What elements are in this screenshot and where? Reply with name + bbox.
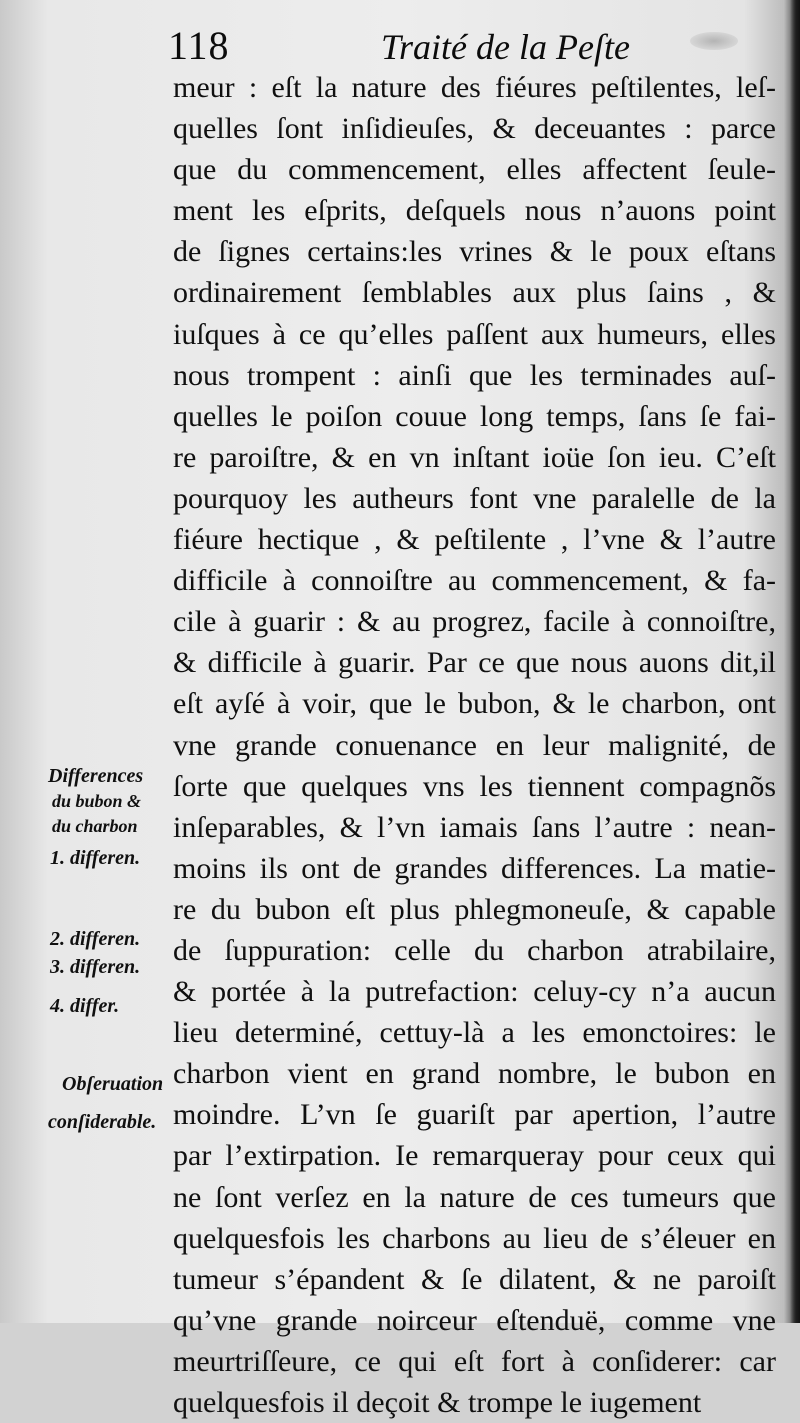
text-line: cile à guarir : & au progrez, facile à connoiſtre,	[173, 605, 776, 639]
text-line: quelles ſont inſidieuſes, & deceuantes : parce	[173, 112, 776, 146]
text-line: re du bubon eſt plus phlegmoneuſe, & capable	[173, 892, 776, 926]
margin-note: du charbon	[52, 816, 138, 836]
main-text-block	[173, 67, 776, 1423]
text-line: pourquoy les autheurs font vne paralelle de la	[173, 481, 776, 515]
text-line: & difficile à guarir. Par ce que nous auons dit,il	[173, 646, 776, 680]
text-line: moindre. L’vn ſe guariſt par apertion, l’autre	[173, 1098, 776, 1132]
text-line: iuſques à ce qu’elles paſſent aux humeurs, elles	[173, 317, 776, 351]
text-line: moins ils ont de grandes differences. La matie-	[173, 851, 776, 885]
text-line: nous trompent : ainſi que les terminades auſ-	[173, 358, 776, 392]
margin-note: 4. differ.	[50, 995, 120, 1017]
margin-note: 1. differen.	[50, 847, 141, 869]
running-title: Traité de la Peſte	[381, 27, 630, 67]
text-line: tumeur s’épandent & ſe dilatent, & ne paroiſt	[173, 1262, 776, 1296]
text-line: eſt ayſé à voir, que le bubon, & le charbon, ont	[173, 687, 776, 721]
text-line: ne ſont verſez en la nature de ces tumeurs que	[173, 1180, 776, 1214]
text-line: quelles le poiſon couue long temps, ſans ſe fai-	[173, 399, 776, 433]
text-line: charbon vient en grand nombre, le bubon en	[173, 1057, 776, 1091]
text-line: fiéure hectique , & peſtilente , l’vne & l’autre	[173, 523, 776, 557]
text-line: quelquesfois il deçoit & trompe le iugement	[173, 1386, 702, 1419]
page-header	[168, 20, 778, 70]
text-line: qu’vne grande noirceur eſtenduë, comme vne	[173, 1303, 776, 1337]
text-line: meurtriſſeure, ce qui eſt fort à conſiderer: car	[173, 1344, 776, 1378]
margin-note: Differences	[48, 765, 144, 787]
margin-note: conſiderable.	[48, 1111, 157, 1133]
text-line: ſorte que quelques vns les tiennent compagnõs	[173, 769, 776, 803]
text-line: vne grande conuenance en leur malignité, de	[173, 728, 776, 762]
text-line: re paroiſtre, & en vn inſtant ioüe ſon ieu. C’eſt	[173, 440, 776, 474]
text-line: ordinairement ſemblables aux plus ſains , &	[173, 276, 776, 310]
text-line: ment les eſprits, deſquels nous n’auons point	[173, 194, 776, 228]
text-line: par l’extirpation. Ie remarqueray pour ceux qui	[173, 1139, 776, 1173]
margin-note: 2. differen.	[50, 928, 141, 950]
margin-note: 3. differen.	[50, 956, 141, 978]
text-line: que du commencement, elles affectent ſeule-	[173, 153, 776, 187]
text-line: inſeparables, & l’vn iamais ſans l’autre : nean-	[173, 810, 776, 844]
margin-notes	[0, 0, 172, 1323]
page-number: 118	[168, 23, 230, 68]
text-line: lieu determiné, cettuy-là a les emonctoires: le	[173, 1016, 776, 1050]
text-line: & portée à la putrefaction: celuy-cy n’a aucun	[173, 975, 776, 1009]
text-line: difficile à connoiſtre au commencement, & fa-	[173, 564, 776, 598]
text-line: meur : eſt la nature des fiéures peſtilentes, leſ-	[173, 71, 776, 104]
text-line: quelquesfois les charbons au lieu de s’éleuer en	[173, 1221, 776, 1255]
margin-note: du bubon &	[52, 791, 142, 811]
text-line: de ſignes certains:les vrines & le poux eſtans	[173, 235, 776, 269]
margin-note: Obſeruation	[62, 1073, 164, 1095]
page-edge-shadow	[790, 0, 800, 1323]
text-line: de ſuppuration: celle du charbon atrabilaire,	[173, 933, 776, 967]
